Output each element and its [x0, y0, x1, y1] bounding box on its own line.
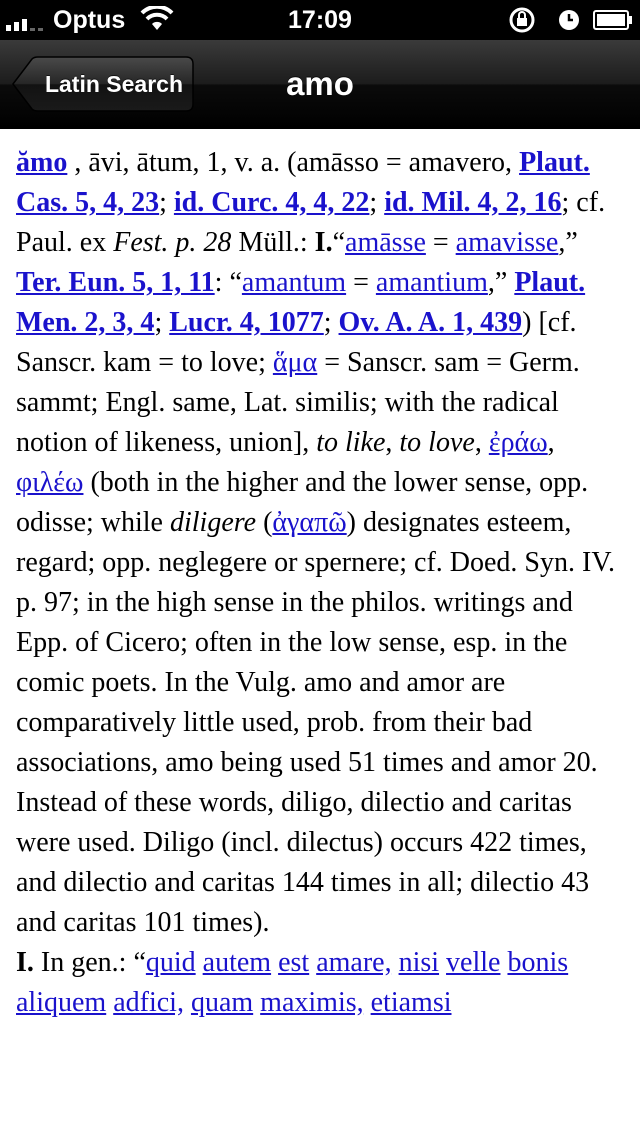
citation-link[interactable]: Plaut. Cas. 5, 4, 23: [16, 147, 590, 218]
quote-word-link[interactable]: autem: [202, 947, 272, 978]
page-title: amo: [286, 65, 354, 102]
quote-word-link[interactable]: adfici,: [113, 987, 184, 1018]
headword-link[interactable]: ămo: [16, 147, 68, 178]
rotation-lock-icon: [508, 6, 536, 34]
greek-word-link[interactable]: ἅμα: [272, 347, 318, 378]
entry-text: ,: [547, 427, 555, 458]
entry-text: ;: [154, 307, 170, 338]
entry-text: ,: [385, 427, 400, 458]
quote-word-link[interactable]: amare,: [316, 947, 392, 978]
carrier-name: Optus: [53, 6, 126, 34]
entry-text: ,”: [487, 267, 515, 298]
quote-word-link[interactable]: aliquem: [16, 987, 107, 1018]
word-link[interactable]: amantium: [375, 267, 488, 298]
quote-word-link[interactable]: etiamsi: [370, 987, 452, 1018]
quote-word-link[interactable]: est: [278, 947, 310, 978]
dictionary-entry: [16, 143, 628, 1136]
sense-number: I.: [16, 947, 34, 978]
quote-word-link[interactable]: quid: [145, 947, 196, 978]
greek-word-link[interactable]: ἐράω: [488, 427, 548, 458]
citation-link[interactable]: Ov. A. A. 1, 439: [338, 307, 523, 338]
citation-link[interactable]: id. Curc. 4, 4, 22: [173, 187, 370, 218]
quote-word-link[interactable]: velle: [446, 947, 501, 978]
status-time: 17:09: [288, 6, 352, 34]
quote-word-link[interactable]: quam: [190, 987, 254, 1018]
entry-text: In gen.: “: [33, 947, 146, 978]
entry-text: ) [cf. Sanscr. kam = to love;: [16, 307, 577, 378]
entry-text: , āvi, ātum, 1, v. a. (amāsso = amavero,: [67, 147, 520, 178]
word-link[interactable]: amavisse: [455, 227, 559, 258]
entry-text: ; cf. Paul. ex: [16, 187, 606, 258]
citation-link[interactable]: Ter. Eun. 5, 1, 11: [16, 267, 215, 298]
entry-text: ,: [474, 427, 489, 458]
citation-link[interactable]: id. Mil. 4, 2, 16: [384, 187, 562, 218]
entry-text: ;: [323, 307, 339, 338]
navigation-bar: [0, 40, 640, 129]
greek-word-link[interactable]: φιλέω: [16, 467, 84, 498]
status-bar: [0, 0, 640, 40]
quote-word-link[interactable]: nisi: [398, 947, 440, 978]
entry-italic-text: diligere: [170, 507, 257, 538]
entry-italic-text: to like: [316, 427, 386, 458]
entry-text: ;: [369, 187, 385, 218]
entry-text: =: [346, 267, 376, 298]
citation-link[interactable]: Lucr. 4, 1077: [169, 307, 324, 338]
entry-text: = Sanscr. sam = Germ. sammt; Engl. same, Lat. similis; with the radical notion of likeness, union],: [16, 347, 580, 458]
entry-italic-text: to love: [399, 427, 475, 458]
entry-text: : “: [214, 267, 242, 298]
entry-text: ) designates esteem, regard; opp. neglegere or spernere; cf. Doed. Syn. IV. p. 97; in the high sense in the philos. writings and Epp. of Cicero; often in the low sense, esp. in the comic poets. In the Vulg. amo and amor are comparatively little used, prob. from their bad associations, amo being used 51 times and amor 20. Instead of these words, diligo, dilectio and caritas were used. Diligo (incl. dilectus) occurs 422 times, and dilectio and caritas 144 times in all; dilectio 43 and caritas 101 times).: [16, 507, 615, 938]
entry-text: “: [332, 227, 346, 258]
back-button[interactable]: [12, 56, 194, 112]
entry-text: (both in the higher and the lower sense, opp. odisse; while: [16, 467, 589, 538]
entry-bold-text: I.: [314, 227, 333, 258]
back-button-label: Latin Search: [44, 71, 184, 97]
entry-italic-text: Fest. p. 28: [113, 227, 232, 258]
entry-text: (: [256, 507, 273, 538]
quote-word-link[interactable]: maximis,: [260, 987, 364, 1018]
battery-icon: [593, 10, 633, 30]
entry-text: =: [425, 227, 456, 258]
entry-text: Müll.:: [231, 227, 315, 258]
word-link[interactable]: amāsse: [345, 227, 426, 258]
citation-link[interactable]: Plaut. Men. 2, 3, 4: [16, 267, 586, 338]
entry-paragraph: [16, 143, 628, 943]
word-link[interactable]: amantum: [241, 267, 347, 298]
alarm-icon: [558, 9, 580, 31]
sense-section: [16, 943, 628, 1023]
quote-word-link[interactable]: bonis: [507, 947, 569, 978]
greek-word-link[interactable]: ἀγαπῶ: [272, 507, 347, 538]
entry-text: ;: [159, 187, 174, 218]
entry-text: ,”: [558, 227, 578, 258]
